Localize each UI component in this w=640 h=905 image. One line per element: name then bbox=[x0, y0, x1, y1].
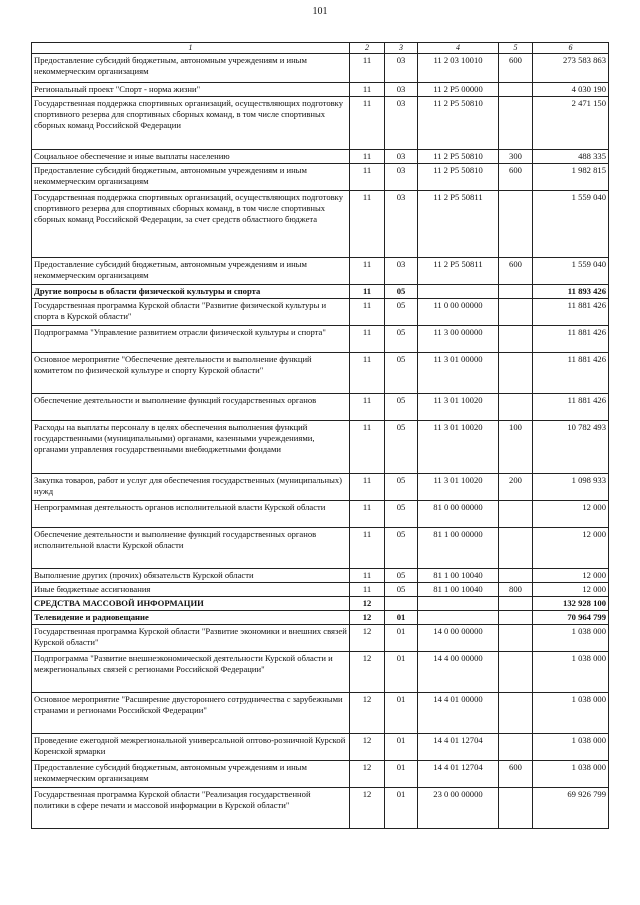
row-amount: 1 038 000 bbox=[533, 761, 609, 788]
row-name: Региональный проект "Спорт - норма жизни" bbox=[32, 83, 350, 97]
row-subsection: 01 bbox=[385, 652, 418, 693]
row-amount: 1 559 040 bbox=[533, 191, 609, 258]
row-expense-type bbox=[499, 394, 533, 421]
row-expense-type bbox=[499, 97, 533, 150]
row-expense-type: 800 bbox=[499, 583, 533, 597]
row-expense-type bbox=[499, 693, 533, 734]
row-section: 12 bbox=[350, 788, 385, 829]
row-target-article: 11 2 P5 50811 bbox=[418, 258, 499, 285]
row-target-article bbox=[418, 285, 499, 299]
row-name: Непрограммная деятельность органов исполнительной власти Курской области bbox=[32, 501, 350, 528]
row-section: 11 bbox=[350, 164, 385, 191]
row-target-article bbox=[418, 611, 499, 625]
row-amount: 132 928 100 bbox=[533, 597, 609, 611]
column-header-amount: 6 bbox=[533, 43, 609, 54]
row-amount: 70 964 799 bbox=[533, 611, 609, 625]
row-name: Подпрограмма "Управление развитием отрасли физической культуры и спорта" bbox=[32, 326, 350, 353]
table-row bbox=[32, 501, 609, 528]
row-subsection: 01 bbox=[385, 625, 418, 652]
table-row bbox=[32, 569, 609, 583]
row-amount: 11 881 426 bbox=[533, 394, 609, 421]
row-subsection: 03 bbox=[385, 150, 418, 164]
row-subsection bbox=[385, 597, 418, 611]
table-row bbox=[32, 353, 609, 394]
row-subsection: 05 bbox=[385, 299, 418, 326]
column-header-target-article: 4 bbox=[418, 43, 499, 54]
row-section: 11 bbox=[350, 191, 385, 258]
row-amount: 1 038 000 bbox=[533, 652, 609, 693]
row-name: Государственная поддержка спортивных организаций, осуществляющих подготовку спортивного резерва для спортивных сборных команд, в том числе спортивных сборных команд Российской Федерации, за счет средств областного бюджета bbox=[32, 191, 350, 258]
table-row bbox=[32, 583, 609, 597]
row-target-article: 11 2 03 10010 bbox=[418, 54, 499, 83]
row-name: Предоставление субсидий бюджетным, автономным учреждениям и иным некоммерческим организациям bbox=[32, 54, 350, 83]
row-subsection: 01 bbox=[385, 761, 418, 788]
table-row bbox=[32, 652, 609, 693]
column-header-name: 1 bbox=[32, 43, 350, 54]
row-section: 11 bbox=[350, 569, 385, 583]
row-target-article: 11 3 01 10020 bbox=[418, 394, 499, 421]
row-name: Обеспечение деятельности и выполнение функций государственных органов bbox=[32, 394, 350, 421]
row-subsection: 01 bbox=[385, 693, 418, 734]
row-target-article: 11 2 P5 00000 bbox=[418, 83, 499, 97]
row-name: Государственная программа Курской области "Развитие физической культуры и спорта в Курской области" bbox=[32, 299, 350, 326]
row-amount: 11 881 426 bbox=[533, 353, 609, 394]
table-row bbox=[32, 761, 609, 788]
row-name: Социальное обеспечение и иные выплаты населению bbox=[32, 150, 350, 164]
row-subsection: 03 bbox=[385, 83, 418, 97]
row-amount: 12 000 bbox=[533, 528, 609, 569]
row-target-article bbox=[418, 597, 499, 611]
table-row bbox=[32, 528, 609, 569]
row-name: Иные бюджетные ассигнования bbox=[32, 583, 350, 597]
row-expense-type bbox=[499, 597, 533, 611]
table-row bbox=[32, 326, 609, 353]
row-expense-type bbox=[499, 734, 533, 761]
row-expense-type bbox=[499, 528, 533, 569]
row-section: 11 bbox=[350, 421, 385, 474]
row-target-article: 23 0 00 00000 bbox=[418, 788, 499, 829]
row-subsection: 03 bbox=[385, 164, 418, 191]
row-amount: 2 471 150 bbox=[533, 97, 609, 150]
row-target-article: 81 1 00 10040 bbox=[418, 569, 499, 583]
table-row bbox=[32, 421, 609, 474]
row-section: 12 bbox=[350, 625, 385, 652]
row-expense-type bbox=[499, 569, 533, 583]
row-name: Основное мероприятие "Обеспечение деятельности и выполнение функций комитетом по физической культуре и спорту Курской области" bbox=[32, 353, 350, 394]
row-target-article: 14 4 01 12704 bbox=[418, 761, 499, 788]
table-row bbox=[32, 299, 609, 326]
row-amount: 12 000 bbox=[533, 501, 609, 528]
row-section: 11 bbox=[350, 299, 385, 326]
row-subsection: 05 bbox=[385, 326, 418, 353]
row-section: 11 bbox=[350, 501, 385, 528]
row-expense-type: 300 bbox=[499, 150, 533, 164]
row-amount: 273 583 863 bbox=[533, 54, 609, 83]
table-row bbox=[32, 285, 609, 299]
row-amount: 488 335 bbox=[533, 150, 609, 164]
row-section: 11 bbox=[350, 285, 385, 299]
table-row bbox=[32, 734, 609, 761]
row-name: Выполнение других (прочих) обязательств Курской области bbox=[32, 569, 350, 583]
row-name: Закупка товаров, работ и услуг для обеспечения государственных (муниципальных) нужд bbox=[32, 474, 350, 501]
row-expense-type: 100 bbox=[499, 421, 533, 474]
row-name: Предоставление субсидий бюджетным, автономным учреждениям и иным некоммерческим организациям bbox=[32, 761, 350, 788]
row-expense-type bbox=[499, 625, 533, 652]
row-section: 12 bbox=[350, 734, 385, 761]
table-row bbox=[32, 693, 609, 734]
table-row bbox=[32, 258, 609, 285]
row-subsection: 05 bbox=[385, 474, 418, 501]
row-name: Основное мероприятие "Расширение двустороннего сотрудничества с зарубежными странами и регионами Российской Федерации" bbox=[32, 693, 350, 734]
row-target-article: 81 1 00 10040 bbox=[418, 583, 499, 597]
row-amount: 11 881 426 bbox=[533, 326, 609, 353]
row-expense-type bbox=[499, 299, 533, 326]
row-name: Обеспечение деятельности и выполнение функций государственных органов исполнительной власти Курской области bbox=[32, 528, 350, 569]
row-name: Телевидение и радиовещание bbox=[32, 611, 350, 625]
row-section: 12 bbox=[350, 597, 385, 611]
row-amount: 4 030 190 bbox=[533, 83, 609, 97]
table-row bbox=[32, 597, 609, 611]
row-amount: 12 000 bbox=[533, 569, 609, 583]
row-amount: 10 782 493 bbox=[533, 421, 609, 474]
row-subsection: 03 bbox=[385, 97, 418, 150]
row-expense-type bbox=[499, 788, 533, 829]
column-header-expense-type: 5 bbox=[499, 43, 533, 54]
table-row bbox=[32, 474, 609, 501]
row-subsection: 05 bbox=[385, 285, 418, 299]
row-expense-type bbox=[499, 611, 533, 625]
row-subsection: 05 bbox=[385, 583, 418, 597]
row-target-article: 11 3 00 00000 bbox=[418, 326, 499, 353]
row-subsection: 05 bbox=[385, 528, 418, 569]
table-row bbox=[32, 150, 609, 164]
row-target-article: 14 0 00 00000 bbox=[418, 625, 499, 652]
row-target-article: 11 3 01 10020 bbox=[418, 421, 499, 474]
row-section: 12 bbox=[350, 652, 385, 693]
row-section: 11 bbox=[350, 353, 385, 394]
row-target-article: 14 4 01 12704 bbox=[418, 734, 499, 761]
row-subsection: 03 bbox=[385, 54, 418, 83]
row-target-article: 11 3 01 00000 bbox=[418, 353, 499, 394]
row-section: 11 bbox=[350, 474, 385, 501]
budget-table bbox=[31, 42, 609, 829]
table-row bbox=[32, 97, 609, 150]
row-target-article: 14 4 00 00000 bbox=[418, 652, 499, 693]
row-section: 11 bbox=[350, 150, 385, 164]
row-expense-type: 600 bbox=[499, 54, 533, 83]
row-subsection: 05 bbox=[385, 421, 418, 474]
row-name: Расходы на выплаты персоналу в целях обеспечения выполнения функций государственными (муниципальными) органами, казенными учреждениями, органами управления государственными внебюджетными фондами bbox=[32, 421, 350, 474]
row-subsection: 05 bbox=[385, 501, 418, 528]
row-subsection: 03 bbox=[385, 258, 418, 285]
row-section: 12 bbox=[350, 611, 385, 625]
row-section: 11 bbox=[350, 54, 385, 83]
row-target-article: 81 1 00 00000 bbox=[418, 528, 499, 569]
row-subsection: 05 bbox=[385, 569, 418, 583]
row-expense-type: 600 bbox=[499, 761, 533, 788]
row-amount: 11 881 426 bbox=[533, 299, 609, 326]
row-expense-type: 600 bbox=[499, 164, 533, 191]
row-name: Предоставление субсидий бюджетным, автономным учреждениям и иным некоммерческим организациям bbox=[32, 164, 350, 191]
row-amount: 1 038 000 bbox=[533, 734, 609, 761]
row-section: 12 bbox=[350, 693, 385, 734]
row-subsection: 01 bbox=[385, 734, 418, 761]
row-subsection: 05 bbox=[385, 353, 418, 394]
row-expense-type bbox=[499, 285, 533, 299]
table-row bbox=[32, 788, 609, 829]
row-name: Другие вопросы в области физической культуры и спорта bbox=[32, 285, 350, 299]
table-row bbox=[32, 191, 609, 258]
row-name: Подпрограмма "Развитие внешнеэкономической деятельности Курской области и межрегиональных связей с регионами Российской Федерации" bbox=[32, 652, 350, 693]
row-section: 11 bbox=[350, 83, 385, 97]
row-amount: 69 926 799 bbox=[533, 788, 609, 829]
row-amount: 12 000 bbox=[533, 583, 609, 597]
row-expense-type bbox=[499, 353, 533, 394]
page-number: 101 bbox=[312, 6, 328, 17]
row-target-article: 14 4 01 00000 bbox=[418, 693, 499, 734]
table-body bbox=[32, 54, 609, 829]
row-target-article: 11 2 P5 50810 bbox=[418, 150, 499, 164]
table-row bbox=[32, 83, 609, 97]
row-target-article: 81 0 00 00000 bbox=[418, 501, 499, 528]
row-expense-type bbox=[499, 191, 533, 258]
row-name: Государственная поддержка спортивных организаций, осуществляющих подготовку спортивного резерва для спортивных сборных команд, в том числе спортивных сборных команд Российской Федерации bbox=[32, 97, 350, 150]
row-amount: 1 038 000 bbox=[533, 625, 609, 652]
row-expense-type bbox=[499, 83, 533, 97]
row-subsection: 01 bbox=[385, 611, 418, 625]
row-target-article: 11 3 01 10020 bbox=[418, 474, 499, 501]
row-subsection: 01 bbox=[385, 788, 418, 829]
row-name: СРЕДСТВА МАССОВОЙ ИНФОРМАЦИИ bbox=[32, 597, 350, 611]
row-section: 11 bbox=[350, 583, 385, 597]
row-expense-type: 600 bbox=[499, 258, 533, 285]
column-header-subsection: 3 bbox=[385, 43, 418, 54]
table-row bbox=[32, 394, 609, 421]
table-row bbox=[32, 164, 609, 191]
row-expense-type: 200 bbox=[499, 474, 533, 501]
row-target-article: 11 0 00 00000 bbox=[418, 299, 499, 326]
row-name: Предоставление субсидий бюджетным, автономным учреждениям и иным некоммерческим организациям bbox=[32, 258, 350, 285]
row-subsection: 03 bbox=[385, 191, 418, 258]
row-name: Проведение ежегодной межрегиональной универсальной оптово-розничной Курской Коренской ярмарки bbox=[32, 734, 350, 761]
row-amount: 1 098 933 bbox=[533, 474, 609, 501]
row-name: Государственная программа Курской области "Развитие экономики и внешних связей Курской области" bbox=[32, 625, 350, 652]
row-section: 11 bbox=[350, 326, 385, 353]
row-amount: 1 982 815 bbox=[533, 164, 609, 191]
row-amount: 1 559 040 bbox=[533, 258, 609, 285]
row-name: Государственная программа Курской области "Реализация государственной политики в сфере печати и массовой информации в Курской области" bbox=[32, 788, 350, 829]
row-target-article: 11 2 P5 50811 bbox=[418, 191, 499, 258]
row-section: 11 bbox=[350, 258, 385, 285]
row-section: 12 bbox=[350, 761, 385, 788]
row-amount: 1 038 000 bbox=[533, 693, 609, 734]
row-target-article: 11 2 P5 50810 bbox=[418, 97, 499, 150]
row-amount: 11 893 426 bbox=[533, 285, 609, 299]
table-row bbox=[32, 54, 609, 83]
column-header-section: 2 bbox=[350, 43, 385, 54]
table-row bbox=[32, 611, 609, 625]
row-expense-type bbox=[499, 501, 533, 528]
header-row bbox=[32, 43, 609, 54]
row-section: 11 bbox=[350, 97, 385, 150]
row-section: 11 bbox=[350, 394, 385, 421]
row-expense-type bbox=[499, 652, 533, 693]
row-expense-type bbox=[499, 326, 533, 353]
row-target-article: 11 2 P5 50810 bbox=[418, 164, 499, 191]
row-subsection: 05 bbox=[385, 394, 418, 421]
table-row bbox=[32, 625, 609, 652]
row-section: 11 bbox=[350, 528, 385, 569]
